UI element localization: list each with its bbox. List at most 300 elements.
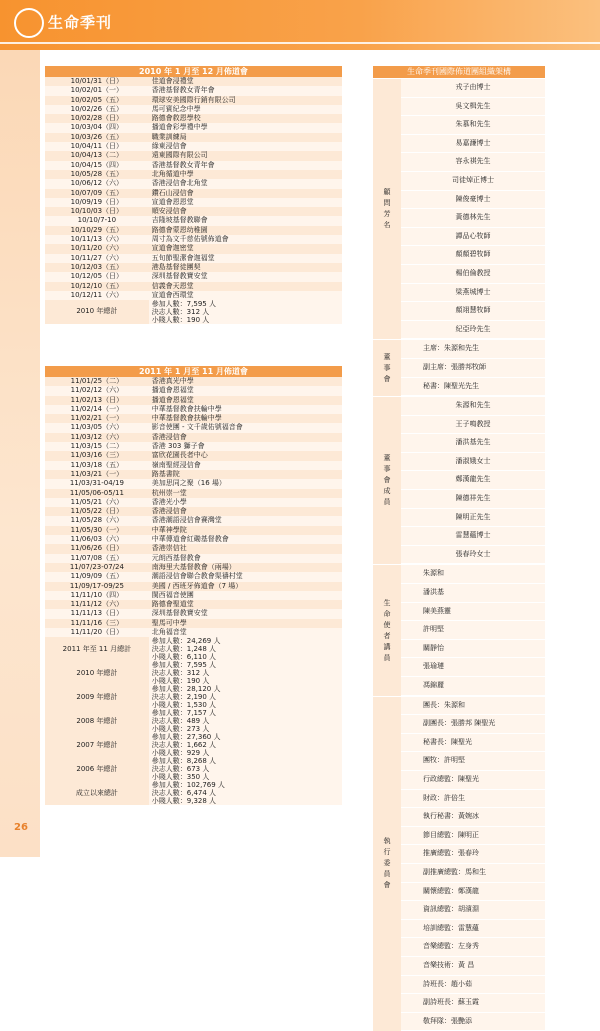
- table-row: [45, 433, 342, 442]
- table-row: [45, 554, 342, 563]
- total-line: 參加人數：7,157 人: [151, 709, 217, 718]
- event-venue: 中華基督教會扶輪中學: [149, 414, 342, 423]
- org-name: 楊伯倫教授: [401, 265, 545, 284]
- table-row: [45, 123, 342, 132]
- event-date: 10/05/28（五）: [45, 170, 149, 179]
- table-row: [45, 105, 342, 114]
- table-row: [45, 507, 342, 516]
- org-name: 雷慧蘊博士: [401, 527, 545, 546]
- table-row: [45, 377, 342, 386]
- total-values: [149, 637, 342, 661]
- total-line: 參加人數：8,268 人: [151, 757, 217, 766]
- total-line: 小賤人數：273 人: [151, 725, 210, 734]
- event-venue: 佳道會浸禮堂: [149, 77, 342, 86]
- total-values: [149, 733, 342, 757]
- event-venue: 香港潮語浸信會賽灣堂: [149, 516, 342, 525]
- table-row: [45, 86, 342, 95]
- event-date: 10/12/11（六）: [45, 291, 149, 300]
- org-group: [373, 565, 545, 696]
- total-line: 決志人數：673 人: [151, 765, 210, 774]
- table-row: [45, 142, 342, 151]
- table-2010-title: 2010 年 1 月至 12 月佈道會: [45, 66, 342, 77]
- total-line: 參加人數：7,595 人: [151, 300, 216, 309]
- org-name: 團牧：許明堅: [401, 752, 545, 771]
- org-category-char: 顧: [383, 188, 391, 197]
- org-name: 財政：許倍生: [401, 790, 545, 809]
- org-name: 音樂技術：黃 昌: [401, 957, 545, 976]
- total-values: [149, 709, 342, 733]
- org-name: 副推廣總監：馬和生: [401, 864, 545, 883]
- event-venue: 南海里大基督教會（兩場）: [149, 563, 342, 572]
- org-group: [373, 340, 545, 397]
- event-venue: 職業訓練局: [149, 133, 342, 142]
- event-date: 11/11/12（六）: [45, 600, 149, 609]
- event-date: 10/11/20（六）: [45, 244, 149, 253]
- event-date: 11/01/25（二）: [45, 377, 149, 386]
- table-row: [45, 282, 342, 291]
- table-row: [45, 563, 342, 572]
- table-row: [45, 526, 342, 535]
- event-date: 11/03/18（五）: [45, 461, 149, 470]
- organization-title: 生命季刊國際佈道團組織架構: [373, 66, 545, 79]
- org-category-char: 問: [383, 199, 391, 208]
- side-banner: [0, 50, 40, 857]
- event-venue: 北角循道中學: [149, 170, 342, 179]
- table-row: [45, 244, 342, 253]
- total-line: 參加人數：7,595 人: [151, 661, 217, 670]
- logo-ring-icon: [14, 8, 44, 38]
- total-line: 決志人數：1,662 人: [151, 741, 217, 750]
- table-row: [45, 170, 342, 179]
- event-venue: 富欣花園長者中心: [149, 451, 342, 460]
- organization-table: [373, 66, 545, 1031]
- event-venue: 中華基督教會扶輪中學: [149, 405, 342, 414]
- org-name: 副主席：張勝邦牧師: [401, 359, 545, 378]
- event-venue: 播道會恩福堂: [149, 396, 342, 405]
- event-date: 10/01/31（日）: [45, 77, 149, 86]
- table-row: [45, 461, 342, 470]
- event-venue: 聖馬可中學: [149, 619, 342, 628]
- table-row: [45, 423, 342, 432]
- event-date: 10/03/26（五）: [45, 133, 149, 142]
- event-date: 10/11/27（六）: [45, 254, 149, 263]
- event-venue: 鑽石山浸信會: [149, 189, 342, 198]
- total-label: 2006 年總計: [45, 757, 149, 781]
- event-venue: 香港 303 獅子會: [149, 442, 342, 451]
- event-venue: 路德會聖道堂: [149, 600, 342, 609]
- table-row: [45, 535, 342, 544]
- event-date: 11/02/12（六）: [45, 386, 149, 395]
- org-category-char: 命: [383, 609, 391, 618]
- table-row: [45, 414, 342, 423]
- banner-stripe: [0, 42, 600, 44]
- event-date: 11/02/13（日）: [45, 396, 149, 405]
- event-venue: 遠東國際有限公司: [149, 151, 342, 160]
- total-line: 參加人數：102,769 人: [151, 781, 225, 790]
- table-row: [45, 216, 342, 225]
- org-category: [373, 565, 401, 696]
- event-date: 10/02/26（五）: [45, 105, 149, 114]
- event-venue: 吉隆坡基督教聯會: [149, 216, 342, 225]
- event-date: 10/09/19（日）: [45, 198, 149, 207]
- table-row: [45, 161, 342, 170]
- table-row: [45, 572, 342, 581]
- table-row: [45, 470, 342, 479]
- total-line: 小賤人數：9,328 人: [151, 797, 217, 806]
- event-venue: 宣道會西環堂: [149, 291, 342, 300]
- org-category-char: 委: [383, 859, 391, 868]
- event-date: 10/12/05（日）: [45, 272, 149, 281]
- org-name: 張瑜璉: [401, 658, 545, 677]
- org-names: [401, 340, 545, 397]
- total-label: 2009 年總計: [45, 685, 149, 709]
- org-name: 顏顏碧牧師: [401, 246, 545, 265]
- event-venue: 美國 / 西班牙佈道會（7 場）: [149, 582, 342, 591]
- table-row: [45, 489, 342, 498]
- org-name: 潘洪基先生: [401, 434, 545, 453]
- event-venue: 路德會救恩學校: [149, 114, 342, 123]
- total-row: [45, 733, 342, 757]
- event-venue: 香港浸信會: [149, 433, 342, 442]
- org-name: 推廣總監：張春玲: [401, 845, 545, 864]
- event-venue: 嶺南聖經浸信會: [149, 461, 342, 470]
- total-label: 2010 年總計: [45, 661, 149, 685]
- org-name: 行政總監：陳聖光: [401, 771, 545, 790]
- org-category: [373, 397, 401, 565]
- table-row: [45, 544, 342, 553]
- org-category-char: 事: [383, 465, 391, 474]
- event-venue: 香港崇信社: [149, 544, 342, 553]
- org-name: 副團長：張勝邦 陳聖光: [401, 715, 545, 734]
- org-name: 詩班長：趙小茹: [401, 976, 545, 995]
- table-row: [45, 96, 342, 105]
- org-name: 陳德祥先生: [401, 490, 545, 509]
- table-2010-events: [45, 66, 342, 324]
- org-group: [373, 696, 545, 1031]
- org-name: 資訊總監：胡濱淵: [401, 901, 545, 920]
- org-name: 潘洪基: [401, 584, 545, 603]
- org-names: [401, 696, 545, 1031]
- org-name: 戎子由博士: [401, 79, 545, 98]
- table-row: [45, 442, 342, 451]
- event-date: 11/09/09（五）: [45, 572, 149, 581]
- org-names: [401, 397, 545, 565]
- org-name: 朱慕和先生: [401, 116, 545, 135]
- total-line: 決志人數：2,190 人: [151, 693, 217, 702]
- event-date: 11/03/12（六）: [45, 433, 149, 442]
- event-date: 11/03/16（三）: [45, 451, 149, 460]
- org-category-char: 芳: [383, 210, 391, 219]
- total-row: [45, 685, 342, 709]
- event-date: 10/04/13（二）: [45, 151, 149, 160]
- event-venue: 中華神學院: [149, 526, 342, 535]
- event-date: 11/11/20（日）: [45, 628, 149, 637]
- event-venue: 馬可賓紀念中學: [149, 105, 342, 114]
- table-row: [45, 619, 342, 628]
- table-2011-events: [45, 366, 342, 805]
- org-category-char: 會: [383, 374, 391, 383]
- event-venue: 美加思同之聚（16 場）: [149, 479, 342, 488]
- event-venue: 香港基督教女青年會: [149, 161, 342, 170]
- table-row: [45, 628, 342, 637]
- event-venue: 五旬節聖潔會迦福堂: [149, 254, 342, 263]
- table-row: [45, 133, 342, 142]
- event-date: 10/04/15（四）: [45, 161, 149, 170]
- event-date: 11/03/15（二）: [45, 442, 149, 451]
- total-line: 小賤人數：1,530 人: [151, 701, 217, 710]
- event-date: 11/09/17-09/25: [45, 582, 149, 591]
- org-category-char: 者: [383, 631, 391, 640]
- total-line: 小賤人數：190 人: [151, 677, 210, 686]
- total-label: 2010 年總計: [45, 300, 149, 324]
- table-row: [45, 516, 342, 525]
- org-category-char: 員: [383, 653, 391, 662]
- event-venue: 深圳基督教寶安堂: [149, 609, 342, 618]
- event-date: 11/11/10（四）: [45, 591, 149, 600]
- org-name: 陳美燕靈: [401, 603, 545, 622]
- total-values: [149, 781, 342, 805]
- event-date: 11/02/14（一）: [45, 405, 149, 414]
- org-name: 張春玲女士: [401, 546, 545, 565]
- event-venue: 港島基督徒團契: [149, 263, 342, 272]
- org-category-char: 成: [383, 487, 391, 496]
- top-banner: [0, 0, 600, 50]
- event-date: 11/03/05（六）: [45, 423, 149, 432]
- total-line: 決志人數：6,474 人: [151, 789, 217, 798]
- event-venue: 影音使團 - 文千歲佑號福音會: [149, 423, 342, 432]
- event-venue: 宣道會迦密堂: [149, 244, 342, 253]
- table-row: [45, 189, 342, 198]
- total-line: 小賤人數：6,110 人: [151, 653, 217, 662]
- table-2011-title: 2011 年 1 月至 11 月佈道會: [45, 366, 342, 377]
- event-venue: 信義會天恩堂: [149, 282, 342, 291]
- org-name: 關靜怡: [401, 640, 545, 659]
- event-date: 11/07/23-07/24: [45, 563, 149, 572]
- event-venue: 香港真光中學: [149, 377, 342, 386]
- table-row: [45, 451, 342, 460]
- event-date: 10/10/7-10: [45, 216, 149, 225]
- org-names: [401, 565, 545, 696]
- org-category-char: 會: [383, 881, 391, 890]
- event-venue: 播道會恩福堂: [149, 386, 342, 395]
- org-name: 顏翊慧牧師: [401, 302, 545, 321]
- org-category-char: 會: [383, 476, 391, 485]
- total-line: 決志人數：489 人: [151, 717, 210, 726]
- event-date: 10/02/01（一）: [45, 86, 149, 95]
- event-venue: 綠東浸信會: [149, 142, 342, 151]
- event-venue: 宣道會恩恩堂: [149, 198, 342, 207]
- event-venue: 環球安美國際行銷有限公司: [149, 96, 342, 105]
- org-name: 執行秘書：黃婉冰: [401, 808, 545, 827]
- org-name: 馮錦麗: [401, 677, 545, 696]
- event-venue: 北角福音堂: [149, 628, 342, 637]
- event-venue: 香港光小學: [149, 498, 342, 507]
- event-venue: 潮語浸信會聯合教會渠禱村堂: [149, 572, 342, 581]
- total-line: 小賤人數：350 人: [151, 773, 210, 782]
- total-line: 參加人數：28,120 人: [151, 685, 221, 694]
- event-date: 11/07/08（五）: [45, 554, 149, 563]
- org-category-char: 名: [383, 221, 391, 230]
- total-values: [149, 661, 342, 685]
- total-values: [149, 685, 342, 709]
- org-name: 音樂總監：左身秀: [401, 938, 545, 957]
- total-values: [149, 757, 342, 781]
- event-date: 10/07/09（五）: [45, 189, 149, 198]
- event-venue: 香港基督教女青年會: [149, 86, 342, 95]
- table-row: [45, 198, 342, 207]
- table-row: [45, 405, 342, 414]
- event-venue: 周寸為文千慈佑號佈道會: [149, 235, 342, 244]
- org-name: 陳明正先生: [401, 509, 545, 528]
- event-venue: 香港浸信會: [149, 507, 342, 516]
- event-venue: 香港浸信會北角堂: [149, 179, 342, 188]
- event-date: 11/03/21（一）: [45, 470, 149, 479]
- event-date: 11/02/21（一）: [45, 414, 149, 423]
- org-category-char: 生: [383, 598, 391, 607]
- event-date: 10/02/05（五）: [45, 96, 149, 105]
- org-group: [373, 79, 545, 340]
- table-row: [45, 582, 342, 591]
- event-venue: 中華傳道會紅磡基督教會: [149, 535, 342, 544]
- org-name: 敬拜隊：張艷添: [401, 1013, 545, 1031]
- total-row: [45, 757, 342, 781]
- event-date: 10/04/11（日）: [45, 142, 149, 151]
- event-date: 10/10/03（日）: [45, 207, 149, 216]
- org-name: 副詩班長：蘇玉霞: [401, 994, 545, 1013]
- org-name: 關懷總監：鄭漢龍: [401, 883, 545, 902]
- table-row: [45, 235, 342, 244]
- event-date: 10/06/12（六）: [45, 179, 149, 188]
- event-date: 11/06/26（日）: [45, 544, 149, 553]
- org-names: [401, 79, 545, 340]
- table-row: [45, 396, 342, 405]
- event-venue: 元朗西基督教會: [149, 554, 342, 563]
- event-date: 11/03/31-04/19: [45, 479, 149, 488]
- org-name: 團長：朱源和: [401, 697, 545, 716]
- org-name: 潘淑娥女士: [401, 453, 545, 472]
- event-date: 11/11/13（日）: [45, 609, 149, 618]
- event-venue: 順安浸信會: [149, 207, 342, 216]
- event-date: 11/06/03（六）: [45, 535, 149, 544]
- total-label: 成立以來總計: [45, 781, 149, 805]
- table-row: [45, 114, 342, 123]
- org-name: 節目總監：陳明正: [401, 827, 545, 846]
- org-name: 王子鳴教授: [401, 416, 545, 435]
- org-name: 陳俊豪博士: [401, 191, 545, 210]
- org-category-char: 董: [383, 454, 391, 463]
- table-row: [45, 600, 342, 609]
- table-row: [45, 151, 342, 160]
- org-group: [373, 397, 545, 565]
- total-label: 2007 年總計: [45, 733, 149, 757]
- total-label: 2008 年總計: [45, 709, 149, 733]
- org-name: 梁燕城博士: [401, 284, 545, 303]
- org-name: 鄭漢龍先生: [401, 471, 545, 490]
- magazine-logo: [14, 8, 112, 38]
- table-row: [45, 386, 342, 395]
- total-label: 2011 年至 11 月總計: [45, 637, 149, 661]
- table-row: [45, 498, 342, 507]
- org-name: 容永祺先生: [401, 153, 545, 172]
- total-line: 決志人數：312 人: [151, 669, 210, 678]
- org-name: 許明堅: [401, 621, 545, 640]
- org-category: [373, 696, 401, 1031]
- table-row: [45, 272, 342, 281]
- table-row: [45, 77, 342, 86]
- event-venue: 播道會彩學禮中學: [149, 123, 342, 132]
- org-category-char: 員: [383, 498, 391, 507]
- org-category-char: 行: [383, 848, 391, 857]
- org-name: 易嘉濂博士: [401, 135, 545, 154]
- org-category-char: 事: [383, 363, 391, 372]
- total-row: [45, 661, 342, 685]
- total-row: [45, 709, 342, 733]
- event-venue: 路德會蒙恩幼稚園: [149, 226, 342, 235]
- event-venue: 杭州崇一堂: [149, 489, 342, 498]
- table-row: [45, 226, 342, 235]
- org-category: [373, 79, 401, 340]
- event-date: 11/05/30（一）: [45, 526, 149, 535]
- total-row: [45, 781, 342, 805]
- table-row: [45, 291, 342, 300]
- total-line: 決志人數：1,248 人: [151, 645, 217, 654]
- table-row: [45, 207, 342, 216]
- org-name: 吳文楫先生: [401, 98, 545, 117]
- org-name: 朱源和: [401, 565, 545, 584]
- event-date: 10/11/13（六）: [45, 235, 149, 244]
- event-date: 10/02/28（日）: [45, 114, 149, 123]
- event-date: 10/10/29（五）: [45, 226, 149, 235]
- event-date: 11/05/21（六）: [45, 498, 149, 507]
- org-name: 秘書：陳聖光先生: [401, 378, 545, 397]
- total-row: [45, 637, 342, 661]
- total-line: 小賤人數：190 人: [151, 316, 210, 325]
- event-date: 11/05/06-05/11: [45, 489, 149, 498]
- table-row: [45, 254, 342, 263]
- org-name: 朱源和先生: [401, 397, 545, 416]
- table-row: [45, 179, 342, 188]
- logo-text: 生命季刊: [48, 13, 113, 32]
- event-venue: 路基書院: [149, 470, 342, 479]
- total-line: 小賤人數：929 人: [151, 749, 210, 758]
- total-values: [149, 300, 342, 324]
- org-category-char: 執: [383, 837, 391, 846]
- total-line: 決志人數：312 人: [151, 308, 210, 317]
- table-row: [45, 479, 342, 488]
- org-category-char: 講: [383, 642, 391, 651]
- event-date: 10/12/03（五）: [45, 263, 149, 272]
- event-venue: 深圳基督教寶安堂: [149, 272, 342, 281]
- org-category-char: 董: [383, 352, 391, 361]
- event-date: 11/05/28（六）: [45, 516, 149, 525]
- event-date: 11/11/16（三）: [45, 619, 149, 628]
- total-line: 參加人數：24,269 人: [151, 637, 221, 646]
- org-name: 譚品心牧師: [401, 228, 545, 247]
- total-line: 參加人數：27,360 人: [151, 733, 221, 742]
- org-name: 司徒焯正博士: [401, 172, 545, 191]
- org-name: 秘書長：陳聖光: [401, 734, 545, 753]
- page-number: 26: [14, 822, 28, 833]
- org-category-char: 使: [383, 620, 391, 629]
- org-name: 培訓總監：雷慧蘊: [401, 920, 545, 939]
- event-date: 11/05/22（日）: [45, 507, 149, 516]
- event-venue: 閩西福音使團: [149, 591, 342, 600]
- total-row: [45, 300, 342, 324]
- event-date: 10/12/10（五）: [45, 282, 149, 291]
- table-row: [45, 591, 342, 600]
- org-name: 黃德林先生: [401, 209, 545, 228]
- event-date: 10/03/04（四）: [45, 123, 149, 132]
